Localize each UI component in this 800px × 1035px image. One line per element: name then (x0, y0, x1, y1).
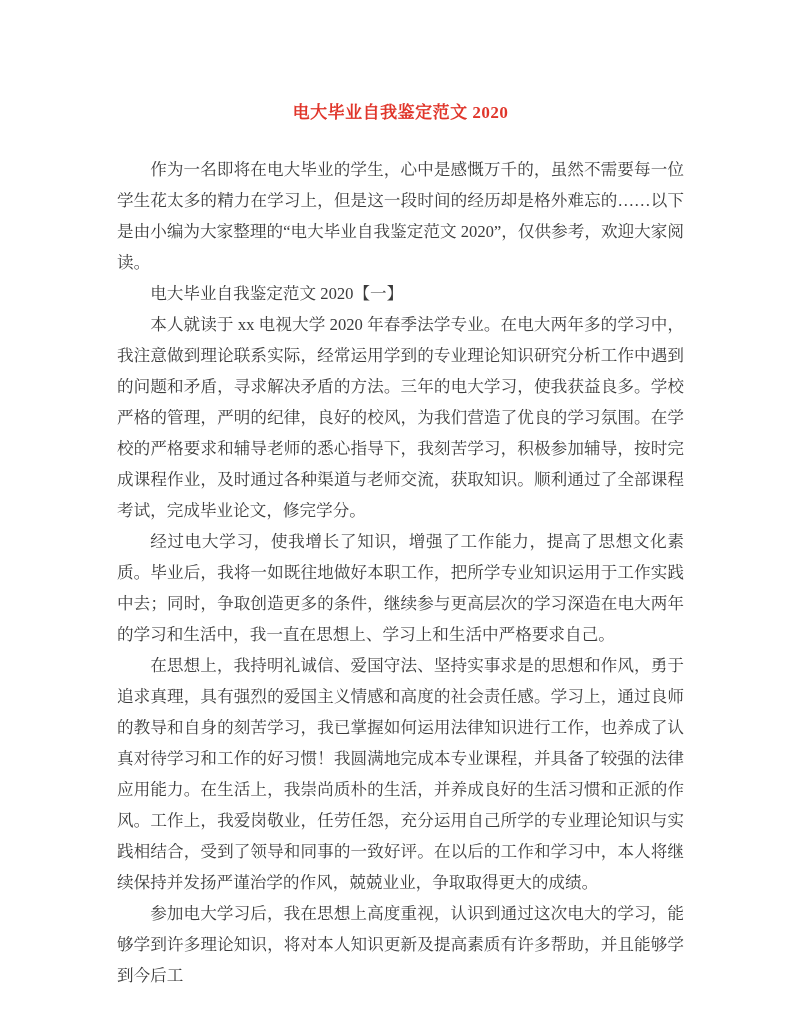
page-title: 电大毕业自我鉴定范文 2020 (292, 103, 509, 122)
paragraph-closing-truncated: 参加电大学习后，我在思想上高度重视，认识到通过这次电大的学习，能够学到许多理论知识，将对本人知识更新及提高素质有许多帮助，并且能够学到今后工 (117, 904, 684, 985)
paragraph-gains: 经过电大学习，使我增长了知识，增强了工作能力，提高了思想文化素质。毕业后，我将一如既往地做好本职工作，把所学专业知识运用于工作实践中去；同时，争取创造更多的条件，继续参与更高层次的学习深造在电大两年的学习和生活中，我一直在思想上、学习上和生活中严格要求自己。 (117, 532, 684, 644)
section-heading: 电大毕业自我鉴定范文 2020【一】 (150, 284, 404, 303)
paragraph-study-summary: 本人就读于 xx 电视大学 2020 年春季法学专业。在电大两年多的学习中，我注意做到理论联系实际，经常运用学到的专业理论知识研究分析工作中遇到的问题和矛盾，寻求解决矛盾的方法。三年的电大学习，使我获益良多。学校严格的管理，严明的纪律，良好的校风，为我们营造了优良的学习氛围。在学校的严格要求和辅导老师的悉心指导下，我刻苦学习，积极参加辅导，按时完成课程作业，及时通过各种渠道与老师交流，获取知识。顺利通过了全部课程考试，完成毕业论文，修完学分。 (117, 315, 684, 520)
paragraph-intro: 作为一名即将在电大毕业的学生，心中是感慨万千的，虽然不需要每一位学生花太多的精力在学习上，但是这一段时间的经历却是格外难忘的……以下是由小编为大家整理的“电大毕业自我鉴定范文 2020”，仅供参考，欢迎大家阅读。 (117, 160, 684, 272)
document-body (117, 154, 684, 991)
paragraph-ideology-work: 在思想上，我持明礼诚信、爱国守法、坚持实事求是的思想和作风，勇于追求真理，具有强烈的爱国主义情感和高度的社会责任感。学习上，通过良师的教导和自身的刻苦学习，我已掌握如何运用法律知识进行工作，也养成了认真对待学习和工作的好习惯！我圆满地完成本专业课程，并具备了较强的法律应用能力。在生活上，我崇尚质朴的生活，并养成良好的生活习惯和正派的作风。工作上，我爱岗敬业，任劳任怨，充分运用自己所学的专业理论知识与实践相结合，受到了领导和同事的一致好评。在以后的工作和学习中，本人将继续保持并发扬严谨治学的作风，兢兢业业，争取取得更大的成绩。 (117, 656, 684, 892)
document-content (117, 0, 684, 991)
